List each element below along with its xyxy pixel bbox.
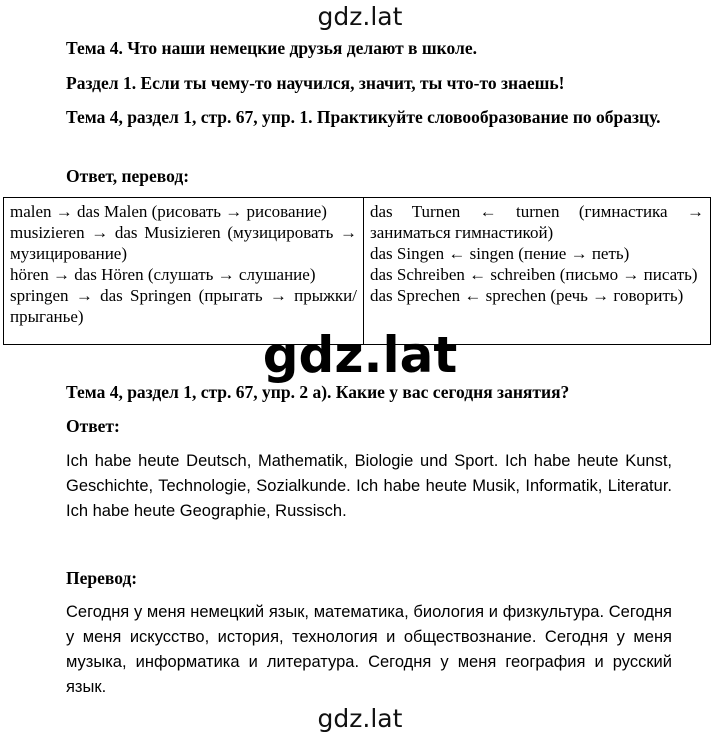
- topic-title: Тема 4. Что наши немецкие друзья делают в школе.: [66, 38, 477, 58]
- watermark-top: gdz.lat: [317, 2, 403, 31]
- table-cell: das Schreiben ← schreiben (письмо → писать): [370, 265, 698, 284]
- exercise1-answer-label: Ответ, перевод:: [66, 166, 190, 186]
- table-cell: musizieren → das Musizieren (музицировать → музицирование): [10, 223, 357, 263]
- table-cell: malen → das Malen (рисовать → рисование): [10, 202, 327, 221]
- exercise2-title: Тема 4, раздел 1, стр. 67, упр. 2 а). Какие у вас сегодня занятия?: [66, 382, 570, 402]
- table-cell: das Turnen ← turnen (гимнастика → заниматься гимнастикой): [370, 202, 704, 242]
- watermark-bottom: gdz.lat: [317, 704, 403, 733]
- exercise1-title: Тема 4, раздел 1, стр. 67, упр. 1. Практикуйте словообразование по образцу.: [66, 107, 661, 127]
- table-cell: das Sprechen ← sprechen (речь → говорить): [370, 286, 684, 305]
- section-title: Раздел 1. Если ты чему-то научился, значит, ты что-то знаешь!: [66, 73, 565, 93]
- table-left-column: [4, 198, 364, 344]
- table-cell: das Singen ← singen (пение → петь): [370, 244, 630, 263]
- exercise2-answer-text: Ich habe heute Deutsch, Mathematik, Biologie und Sport. Ich habe heute Kunst, Geschichte, Technologie, Sozialkunde. Ich habe heute Musik, Informatik, Literatur. Ich habe heute Geographie, Russisch.: [66, 452, 672, 520]
- watermark-middle: gdz.lat: [262, 326, 458, 384]
- exercise2-translation-label: Перевод:: [66, 568, 138, 588]
- exercise2-translation-text: Сегодня у меня немецкий язык, математика, биология и физкультура. Сегодня у меня искусство, история, технология и обществознание. Сегодня у меня музыка, информатика и литература. Сегодня у меня география и русский язык.: [66, 603, 672, 696]
- table-right-column: [364, 198, 710, 344]
- exercise2-answer-label: Ответ:: [66, 416, 120, 436]
- word-formation-table: [3, 197, 711, 345]
- table-cell: springen → das Springen (прыгать → прыжки/прыганье): [10, 286, 357, 326]
- table-cell: hören → das Hören (слушать → слушание): [10, 265, 316, 284]
